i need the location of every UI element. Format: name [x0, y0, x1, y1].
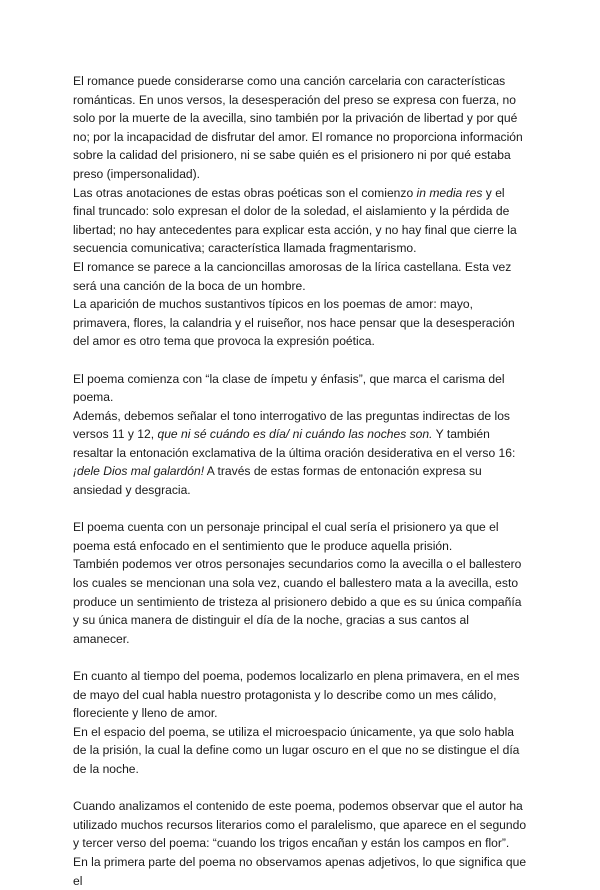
text-run: y el final truncado: solo expresan el dolor de la soledad, el aislamiento y la pérdida de libertad; no hay antecedentes para explicar esta acción, y no hay final que cierre la secuencia comunicativa; característica llamada fragmentarismo.: [73, 185, 517, 256]
text-run: En el espacio del poema, se utiliza el microespacio únicamente, ya que solo habla de la prisión, la cual la define como un lugar oscuro en el que no se distingue el día de la noche.: [73, 724, 520, 776]
paragraph-p8: [73, 555, 527, 648]
paragraph-p11: [73, 797, 527, 890]
paragraph-gap: [73, 779, 527, 798]
paragraph-p3: [73, 258, 527, 295]
paragraph-p10: [73, 723, 527, 779]
text-run: El poema cuenta con un personaje principal el cual sería el prisionero ya que el poema está enfocado en el sentimiento que le produce aquella prisión.: [73, 520, 499, 553]
italic-text: ¡dele Dios mal galardón!: [73, 464, 205, 479]
text-run: En cuanto al tiempo del poema, podemos localizarlo en plena primavera, en el mes de mayo del cual habla nuestro protagonista y lo describe como un mes cálido, floreciente y lleno de amor.: [73, 669, 520, 721]
paragraph-p7: [73, 518, 527, 555]
text-run: Además, debemos señalar el tono interrogativo de las preguntas indirectas de los versos 11 y 12,: [73, 408, 510, 442]
paragraph-p1: [73, 72, 527, 184]
paragraph-p2: [73, 184, 527, 258]
text-run: A través de estas formas de entonación expresa su ansiedad y desgracia.: [73, 464, 482, 498]
paragraph-p6: [73, 407, 527, 500]
paragraph-p5: [73, 370, 527, 407]
text-run: Cuando analizamos el contenido de este poema, podemos observar que el autor ha utilizado muchos recursos literarios como el paralelismo, que aparece en el segundo y tercer verso del poema: “cuando los trigos encañan y están los campos en flor”. En la primera parte del poema no observamos apenas adjetivos, lo que significa que el: [73, 799, 527, 888]
paragraph-gap: [73, 648, 527, 667]
document-body: [73, 72, 527, 890]
text-run: Y también resaltar la entonación exclamativa de la última oración desiderativa en el verso 16:: [73, 427, 516, 460]
italic-text: que ni sé cuándo es día/ ni cuándo las noches son.: [157, 427, 433, 442]
text-run: El romance puede considerarse como una canción carcelaria con características románticas. En unos versos, la desesperación del preso se expresa con fuerza, no solo por la muerte de la avecilla, sino también por la privación de libertad y por qué no; por la incapacidad de disfrutar del amor. El romance no proporciona información sobre la calidad del prisionero, ni se sabe quién es el prisionero ni por qué estaba preso (impersonalidad).: [73, 74, 523, 181]
paragraph-gap: [73, 351, 527, 370]
text-run: El romance se parece a la cancioncillas amorosas de la lírica castellana. Esta vez será una canción de la boca de un hombre.: [73, 259, 512, 293]
paragraph-p9: [73, 667, 527, 723]
text-run: También podemos ver otros personajes secundarios como la avecilla o el ballestero los cuales se mencionan una sola vez, cuando el ballestero mata a la avecilla, esto produce un sentimiento de tristeza al prisionero debido a que es su única compañía y su única manera de distinguir el día de la noche, gracias a sus cantos al amanecer.: [73, 557, 522, 646]
paragraph-p4: [73, 295, 527, 351]
text-run: Las otras anotaciones de estas obras poéticas son el comienzo: [73, 185, 417, 200]
italic-text: in media res: [416, 185, 483, 200]
text-run: El poema comienza con “la clase de ímpetu y énfasis”, que marca el carisma del poema.: [73, 371, 505, 405]
paragraph-gap: [73, 500, 527, 519]
text-run: La aparición de muchos sustantivos típicos en los poemas de amor: mayo, primavera, flores, la calandria y el ruiseñor, nos hace pensar que la desesperación del amor es otro tema que provoca la expresión poética.: [73, 297, 515, 349]
